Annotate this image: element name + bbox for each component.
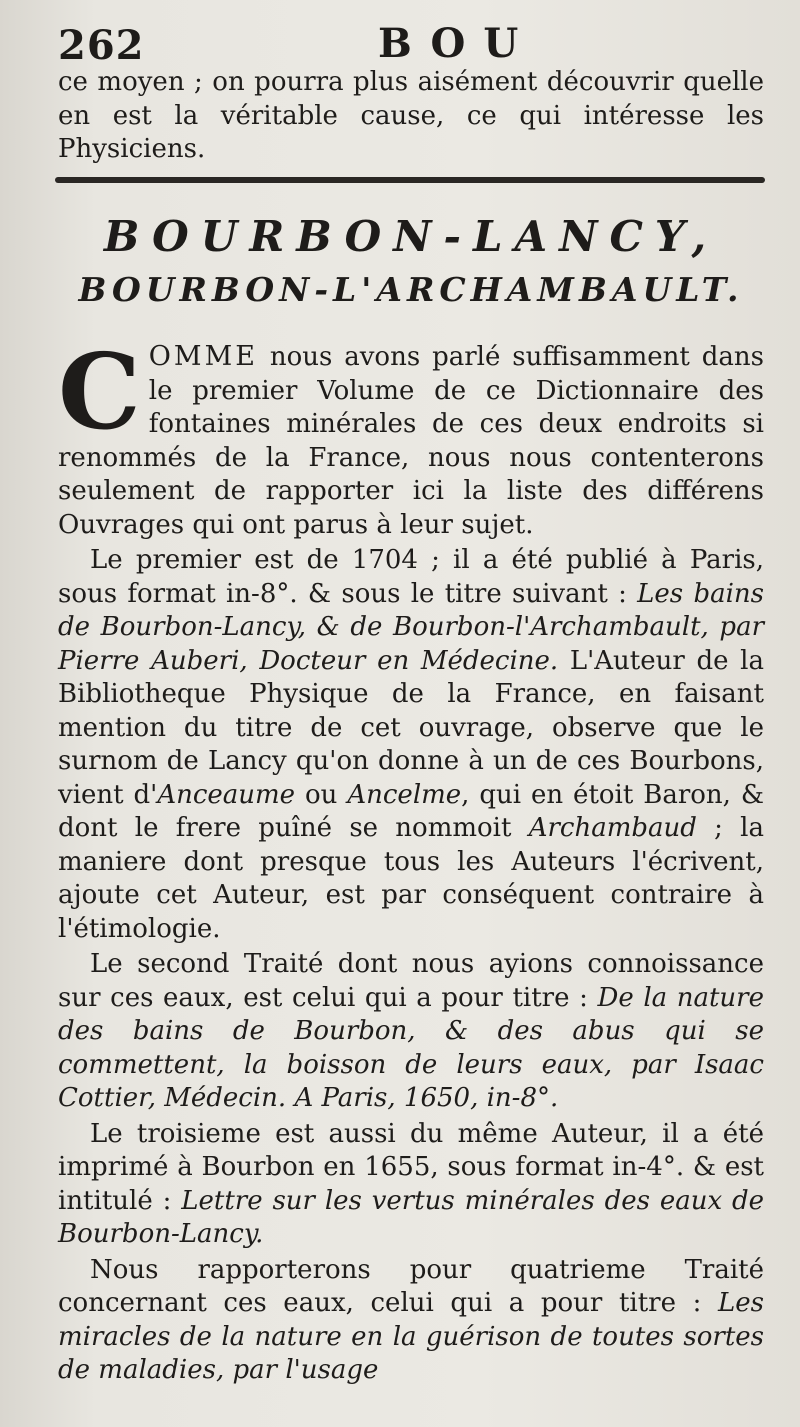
paragraph-1 [58,330,764,542]
p4-text-1: Le troisieme est aussi du même Auteur, il a été imprimé à Bourbon en 1655, sous format in-4°. & est intitulé : [58,1118,764,1216]
p2-italic-ancelme: Ancelme [347,779,462,810]
page-number: 262 [58,22,145,69]
p2-italic-anceaume: Anceaume [157,779,296,810]
intro-text: ce moyen ; on pourra plus aisément découvrir quelle en est la véritable cause, ce qui intéresse les Physiciens. [58,67,764,164]
paragraph-3 [58,948,764,1116]
article-title-line2: BOURBON-L'ARCHAMBAULT. [78,270,744,309]
p5-text-1: Nous rapporterons pour quatrieme Traité concernant ces eaux, celui qui a pour titre : [58,1254,764,1318]
paragraph-1-text: nous avons parlé suffisamment dans le premier Volume de ce Dictionnaire des fontaines minérales de ces deux endroits si renommés de la France, nous nous contenterons seulement de rapporter ici la liste des différens Ouvrages qui ont parus à leur sujet. [58,342,764,540]
section-divider [55,177,753,183]
p2-italic-title: Les bains de Bourbon-Lancy, & de Bourbon-l'Archambault, par Pierre Auberi, Docteur en Médecine. [58,578,764,676]
p2-text-1: Le premier est de 1704 ; il a été publié à Paris, sous format in-8°. & sous le titre suivant : [58,545,764,609]
opening-word: OMME [148,341,258,372]
paragraph-5 [58,1254,764,1388]
paragraph-4 [58,1118,764,1252]
p2-text-5: ; la maniere dont presque tous les Auteurs l'écrivent, ajoute cet Auteur, est par conséquent contraire à l'étimologie. [58,813,764,944]
intro-paragraph [58,66,764,167]
article-title-line1: BOURBON-LANCY, [103,212,719,261]
p2-text-2: L'Auteur de la Bibliotheque Physique de la France, en faisant mention du titre de cet ouvrage, observe que le surnom de Lancy qu'on donne à un de ces Bourbons, vient d' [58,645,764,810]
page-header [58,22,760,72]
drop-cap: C [58,330,141,453]
paragraph-2 [58,544,764,946]
p2-italic-archambaud: Archambaud [528,813,697,843]
p3-text-1: Le second Traité dont nous ayions connoissance sur ces eaux, est celui qui a pour titre : [58,949,764,1013]
p2-text-4: , qui en étoit Baron, & dont le frere puîné se nommoit [58,779,765,843]
p5-italic-title: Les miracles de la nature en la guérison de toutes sortes de maladies, par l'usage [58,1288,764,1385]
running-head: BOU [378,20,537,67]
p3-italic-title: De la nature des bains de Bourbon, & des abus qui se commettent, la boisson de leurs eaux, par Isaac Cottier, Médecin. A Paris, 1650, in-8°. [58,982,764,1113]
p4-italic-title: Lettre sur les vertus minérales des eaux de Bourbon-Lancy. [58,1185,765,1249]
p2-text-3: ou [295,779,348,810]
article-body [58,330,765,1390]
